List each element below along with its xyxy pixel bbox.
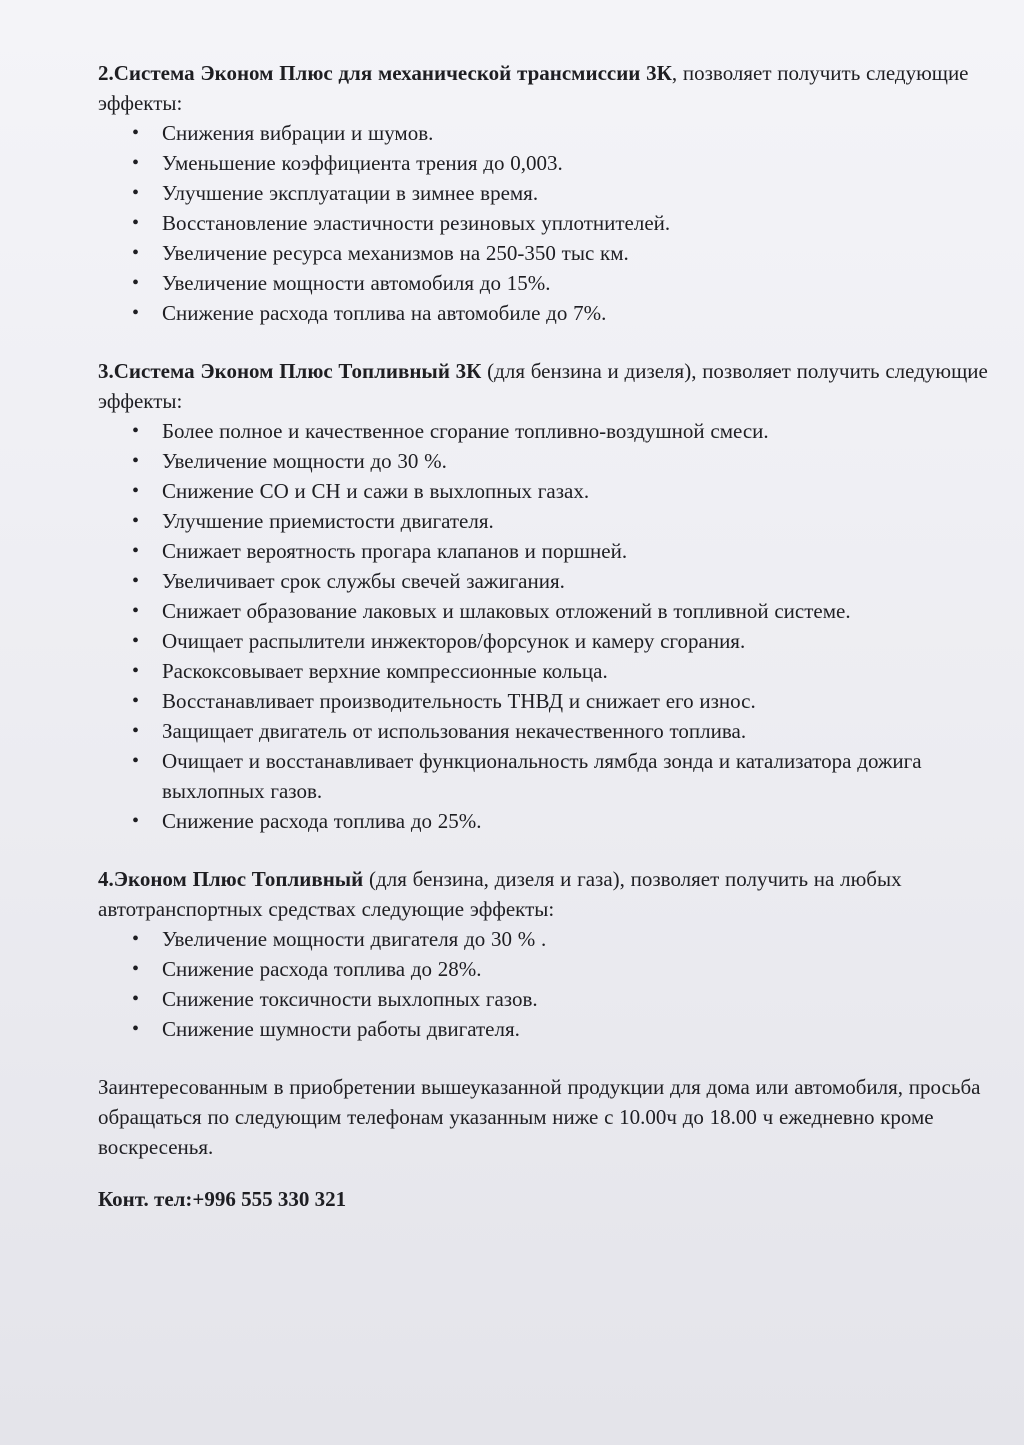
- bullet-icon: •: [132, 720, 140, 742]
- list-item: [132, 686, 988, 716]
- list-item-text: Восстановление эластичности резиновых уплотнителей.: [162, 211, 671, 235]
- bullet-icon: •: [132, 690, 140, 712]
- section-4-title-rest: (для бензина, дизеля и газа), позволяет получить на любых автотранспортных средствах следующие эффекты:: [98, 867, 902, 921]
- section-4-title: 4.Эконом Плюс Топливный: [98, 867, 364, 891]
- list-item: [132, 596, 988, 626]
- bullet-icon: •: [132, 958, 140, 980]
- bullet-icon: •: [132, 660, 140, 682]
- bullet-icon: •: [132, 152, 140, 174]
- list-item: [132, 268, 988, 298]
- document-page: [98, 58, 988, 1214]
- list-item: [132, 984, 988, 1014]
- section-2-title: 2.Система Эконом Плюс для механической трансмиссии 3К: [98, 61, 672, 85]
- list-item-text: Увеличение мощности автомобиля до 15%.: [162, 271, 551, 295]
- bullet-icon: •: [132, 450, 140, 472]
- closing-paragraph: Заинтересованным в приобретении вышеуказанной продукции для дома или автомобиля, просьба обращаться по следующим телефонам указанным ниже с 10.00ч до 18.00 ч ежедневно кроме воскресенья.: [98, 1075, 981, 1159]
- bullet-icon: •: [132, 510, 140, 532]
- list-item: [132, 148, 988, 178]
- section-3: [98, 356, 988, 836]
- bullet-icon: •: [132, 630, 140, 652]
- section-2: [98, 58, 988, 328]
- list-item: [132, 656, 988, 686]
- list-item-text: Улучшение приемистости двигателя.: [162, 509, 494, 533]
- section-2-list: [98, 118, 988, 328]
- bullet-icon: •: [132, 480, 140, 502]
- list-item-text: Раскоксовывает верхние компрессионные кольца.: [162, 659, 608, 683]
- list-item-text: Восстанавливает производительность ТНВД и снижает его износ.: [162, 689, 756, 713]
- list-item: [132, 716, 988, 746]
- bullet-icon: •: [132, 540, 140, 562]
- bullet-icon: •: [132, 420, 140, 442]
- list-item-text: Защищает двигатель от использования некачественного топлива.: [162, 719, 747, 743]
- list-item-text: Снижение расхода топлива до 28%.: [162, 957, 482, 981]
- list-item: [132, 626, 988, 656]
- list-item-text: Снижения вибрации и шумов.: [162, 121, 434, 145]
- list-item: [132, 954, 988, 984]
- list-item-text: Снижение расхода топлива на автомобиле до 7%.: [162, 301, 607, 325]
- list-item-text: Снижение шумности работы двигателя.: [162, 1017, 520, 1041]
- list-item-text: Снижение расхода топлива до 25%.: [162, 809, 482, 833]
- section-4-heading: [98, 864, 988, 924]
- list-item: [132, 208, 988, 238]
- bullet-icon: •: [132, 212, 140, 234]
- list-item: [132, 566, 988, 596]
- section-2-title-rest: , позволяет получить следующие эффекты:: [98, 61, 969, 115]
- list-item: [132, 446, 988, 476]
- section-3-title-rest: (для бензина и дизеля), позволяет получить следующие эффекты:: [98, 359, 988, 413]
- bullet-icon: •: [132, 810, 140, 832]
- list-item-text: Увеличение ресурса механизмов на 250-350 тыс км.: [162, 241, 629, 265]
- bullet-icon: •: [132, 570, 140, 592]
- list-item-text: Уменьшение коэффициента трения до 0,003.: [162, 151, 563, 175]
- list-item: [132, 476, 988, 506]
- list-item: [132, 238, 988, 268]
- bullet-icon: •: [132, 600, 140, 622]
- list-item-text: Увеличение мощности до 30 %.: [162, 449, 447, 473]
- bullet-icon: •: [132, 182, 140, 204]
- list-item-text: Увеличивает срок службы свечей зажигания.: [162, 569, 565, 593]
- list-item-text: Улучшение эксплуатации в зимнее время.: [162, 181, 539, 205]
- list-item-text: Снижает вероятность прогара клапанов и поршней.: [162, 539, 628, 563]
- list-item: [132, 118, 988, 148]
- bullet-icon: •: [132, 988, 140, 1010]
- list-item-text: Очищает и восстанавливает функциональность лямбда зонда и катализатора дожига выхлопных газов.: [162, 749, 922, 803]
- list-item: [132, 178, 988, 208]
- list-item: [132, 806, 988, 836]
- list-item: [132, 416, 988, 446]
- bullet-icon: •: [132, 122, 140, 144]
- list-item-text: Снижение СО и СН и сажи в выхлопных газах.: [162, 479, 590, 503]
- bullet-icon: •: [132, 242, 140, 264]
- bullet-icon: •: [132, 272, 140, 294]
- list-item: [132, 924, 988, 954]
- list-item-text: Увеличение мощности двигателя до 30 % .: [162, 927, 547, 951]
- list-item: [132, 1014, 988, 1044]
- section-3-title: 3.Система Эконом Плюс Топливный 3К: [98, 359, 482, 383]
- section-3-heading: [98, 356, 988, 416]
- list-item-text: Очищает распылители инжекторов/форсунок и камеру сгорания.: [162, 629, 746, 653]
- section-4-list: [98, 924, 988, 1044]
- list-item-text: Снижение токсичности выхлопных газов.: [162, 987, 538, 1011]
- section-4: [98, 864, 988, 1044]
- list-item-text: Более полное и качественное сгорание топливно-воздушной смеси.: [162, 419, 769, 443]
- bullet-icon: •: [132, 302, 140, 324]
- section-2-heading: [98, 58, 988, 118]
- contact-phone: Конт. тел:+996 555 330 321: [98, 1187, 347, 1211]
- bullet-icon: •: [132, 750, 140, 772]
- bullet-icon: •: [132, 1018, 140, 1040]
- list-item: [132, 506, 988, 536]
- section-3-list: [98, 416, 988, 836]
- list-item-text: Снижает образование лаковых и шлаковых отложений в топливной системе.: [162, 599, 851, 623]
- bullet-icon: •: [132, 928, 140, 950]
- list-item: [132, 298, 988, 328]
- list-item: [132, 746, 988, 806]
- list-item: [132, 536, 988, 566]
